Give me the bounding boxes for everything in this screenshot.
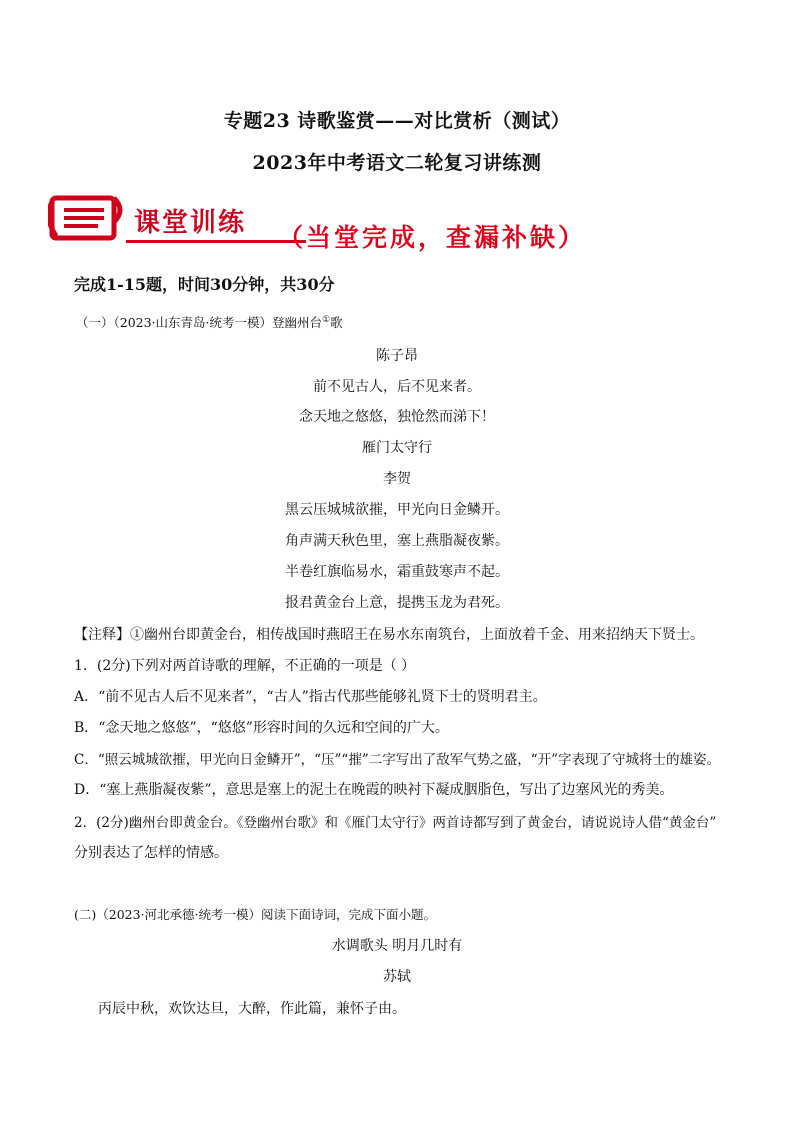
poem2-line: 黑云压城城欲摧，甲光向日金鳞开。: [285, 502, 509, 518]
poem1-line: 念天地之悠悠，独怆然而涕下！: [299, 409, 495, 425]
banner-label: 课堂训练: [134, 208, 247, 238]
footnote-mark: ①: [322, 314, 331, 325]
question-1: 1．(2分)下列对两首诗歌的理解，不正确的一项是（ ）: [74, 658, 416, 674]
poem2-author: 李贺: [383, 471, 411, 487]
poem1-author: 陈子昂: [376, 348, 418, 364]
option-b: B．“念天地之悠悠”，“悠悠”形容时间的久远和空间的广大。: [74, 720, 449, 736]
page-title: 专题23 诗歌鉴赏——对比赏析（测试）: [223, 110, 571, 132]
option-c: C．“照云城城欲摧，甲光向日金鳞开”，“压”“摧”二字写出了敌军气势之盛，“开”字表现了守城将士的雄姿。: [74, 752, 721, 768]
option-a: A．“前不见古人后不见来者”，“古人”指古代那些能够礼贤下士的贤明君主。: [74, 689, 547, 705]
poem1-line: 前不见古人，后不见来者。: [313, 379, 481, 395]
poem3-title: 水调歌头 明月几时有: [331, 938, 463, 954]
annotation-note: 【注释】①幽州台即黄金台，相传战国时燕昭王在易水东南筑台，上面放着千金、用来招纳天下贤士。: [74, 627, 704, 643]
question-2: 2．(2分)幽州台即黄金台。《登幽州台歌》和《雁门太守行》两首诗都写到了黄金台，请说说诗人借“黄金台”: [74, 815, 717, 831]
banner-subtitle: （当堂完成，查漏补缺）: [278, 223, 587, 252]
class-training-banner: [48, 188, 748, 254]
instructions: 完成1-15题，时间30分钟，共30分: [74, 275, 335, 294]
section1-source: （一）（2023·山东青岛·统考一模）登幽州台①歌: [76, 314, 343, 330]
option-d: D．“塞上燕脂凝夜紫”，意思是塞上的泥土在晚霞的映衬下凝成胭脂色，写出了边塞风光的秀美。: [74, 782, 674, 798]
poem3-author: 苏轼: [383, 969, 411, 985]
poem3-preface: 丙辰中秋，欢饮达旦，大醉，作此篇，兼怀子由。: [98, 1001, 406, 1017]
poem2-line: 角声满天秋色里，塞上燕脂凝夜紫。: [285, 533, 509, 549]
poem2-line: 报君黄金台上意，提携玉龙为君死。: [285, 595, 509, 611]
poem2-title: 雁门太守行: [362, 440, 432, 456]
poem2-line: 半卷红旗临易水，霜重鼓寒声不起。: [285, 564, 509, 580]
page-subtitle: 2023年中考语文二轮复习讲练测: [252, 152, 542, 174]
question-2-continued: 分别表达了怎样的情感。: [74, 845, 228, 861]
scroll-icon: [48, 188, 126, 248]
section2-source: (二)（2023·河北承德·统考一模）阅读下面诗词，完成下面小题。: [74, 907, 437, 922]
